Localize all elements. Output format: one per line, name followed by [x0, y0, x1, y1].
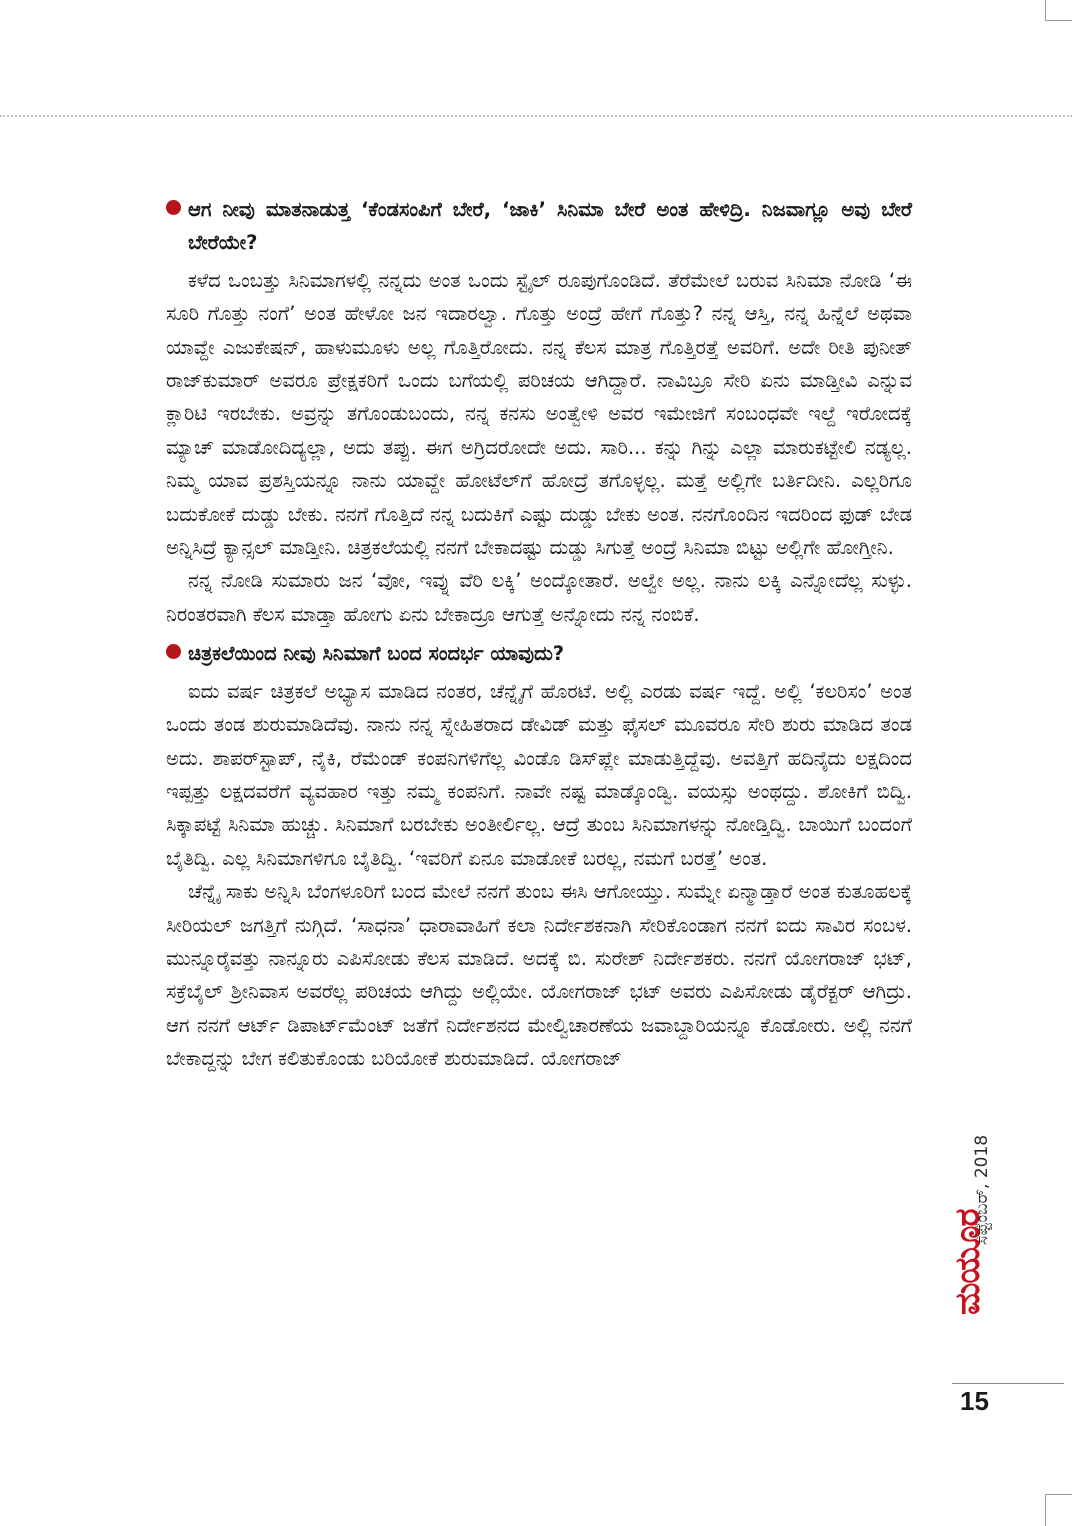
page-number: 15	[960, 1386, 989, 1416]
question-2	[166, 637, 912, 670]
answer-2-paragraph-1: ಐದು ವರ್ಷ ಚಿತ್ರಕಲೆ ಅಭ್ಯಾಸ ಮಾಡಿದ ನಂತರ, ಚೆನ್ನೈಗೆ ಹೊರಟೆ. ಅಲ್ಲಿ ಎರಡು ವರ್ಷ ಇದ್ದೆ. ಅಲ್ಲಿ ‘ಕಲರಿಸಂ’ ಅಂತ ಒಂದು ತಂಡ ಶುರುಮಾಡಿದೆವು. ನಾನು ನನ್ನ ಸ್ನೇಹಿತರಾದ ಡೇವಿಡ್ ಮತ್ತು ಫೈಸಲ್ ಮೂವರೂ ಸೇರಿ ಶುರು ಮಾಡಿದ ತಂಡ ಅದು. ಶಾಪರ್‌ಸ್ಟಾಪ್, ನೈಕಿ, ರೆಮೆಂಡ್ ಕಂಪನಿಗಳಿಗೆಲ್ಲ ವಿಂಡೊ ಡಿಸ್‌ಪ್ಲೇ ಮಾಡುತ್ತಿದ್ದೆವು. ಅವತ್ತಿಗೆ ಹದಿನೈದು ಲಕ್ಷದಿಂದ ಇಪ್ಪತ್ತು ಲಕ್ಷದವರೆಗೆ ವ್ಯವಹಾರ ಇತ್ತು ನಮ್ಮ ಕಂಪನಿಗೆ. ನಾವೇ ನಷ್ಟ ಮಾಡ್ಕೊಂಡ್ವಿ. ವಯಸ್ಸು ಅಂಥದ್ದು. ಶೋಕಿಗೆ ಬಿದ್ವಿ. ಸಿಕ್ಕಾಪಟ್ಟೆ ಸಿನಿಮಾ ಹುಚ್ಚು. ಸಿನಿಮಾಗೆ ಬರಬೇಕು ಅಂತೀರ್ಲಿಲ್ಲ. ಆದ್ರೆ ತುಂಬ ಸಿನಿಮಾಗಳನ್ನು ನೋಡ್ತಿದ್ವಿ. ಬಾಯಿಗೆ ಬಂದಂಗೆ ಬೈತಿದ್ವಿ. ಎಲ್ಲ ಸಿನಿಮಾಗಳಿಗೂ ಬೈತಿದ್ವಿ. ‘ಇವರಿಗೆ ಏನೂ ಮಾಡೋಕೆ ಬರಲ್ಲ, ನಮಗೆ ಬರತ್ತೆ’ ಅಂತ.	[166, 679, 912, 870]
article-body	[166, 193, 912, 1076]
question-2-text: ಚಿತ್ರಕಲೆಯಿಂದ ನೀವು ಸಿನಿಮಾಗೆ ಬಂದ ಸಂದರ್ಭ ಯಾವುದು?	[188, 642, 565, 666]
crop-mark-top-right	[1045, 0, 1072, 21]
answer-1-paragraph-2: ನನ್ನ ನೋಡಿ ಸುಮಾರು ಜನ ‘ವೋ, ಇವ್ನು ವೆರಿ ಲಕ್ಕಿ’ ಅಂದ್ಕೋತಾರೆ. ಅಲ್ವೇ ಅಲ್ಲ. ನಾನು ಲಕ್ಕಿ ಎನ್ನೋದೆಲ್ಲ ಸುಳ್ಳು. ನಿರಂತರವಾಗಿ ಕೆಲಸ ಮಾಡ್ತಾ ಹೋಗು ಏನು ಬೇಕಾದ್ರೂ ಆಗುತ್ತೆ ಅನ್ನೋದು ನನ್ನ ನಂಬಿಕೆ.	[166, 569, 912, 626]
issue-date: ಸೆಪ್ಟೆಂಬರ್, 2018	[972, 1134, 992, 1245]
magazine-logo: ಮಯೂರ	[948, 1209, 988, 1315]
question-1	[166, 193, 912, 260]
folio-rule	[952, 1383, 1064, 1384]
header-dotted-rule	[0, 115, 1072, 117]
red-bullet-icon	[166, 644, 181, 659]
magazine-masthead	[948, 1060, 1018, 1390]
red-bullet-icon	[166, 200, 181, 215]
crop-mark-bottom-right	[1045, 1494, 1072, 1526]
question-1-text: ಆಗ ನೀವು ಮಾತನಾಡುತ್ತ ‘ಕೆಂಡಸಂಪಿಗೆ ಬೇರೆ, ‘ಜಾಕಿ’ ಸಿನಿಮಾ ಬೇರೆ ಅಂತ ಹೇಳಿದ್ರಿ. ನಿಜವಾಗ್ಲೂ ಅವು ಬೇರೆ ಬೇರೆಯೇ?	[188, 198, 912, 255]
answer-2-paragraph-2: ಚೆನ್ನೈ ಸಾಕು ಅನ್ನಿಸಿ ಬೆಂಗಳೂರಿಗೆ ಬಂದ ಮೇಲೆ ನನಗೆ ತುಂಬ ಈಸಿ ಆಗೋಯ್ತು. ಸುಮ್ನೇ ಏನ್ಮಾಡ್ತಾರೆ ಅಂತ ಕುತೂಹಲಕ್ಕೆ ಸೀರಿಯಲ್ ಜಗತ್ತಿಗೆ ನುಗ್ಗಿದೆ. ‘ಸಾಧನಾ’ ಧಾರಾವಾಹಿಗೆ ಕಲಾ ನಿರ್ದೇಶಕನಾಗಿ ಸೇರಿಕೊಂಡಾಗ ನನಗೆ ಐದು ಸಾವಿರ ಸಂಬಳ. ಮುನ್ನೂರೈವತ್ತು ನಾನ್ನೂರು ಎಪಿಸೋಡು ಕೆಲಸ ಮಾಡಿದೆ. ಅದಕ್ಕೆ ಬಿ. ಸುರೇಶ್ ನಿರ್ದೇಶಕರು. ನನಗೆ ಯೋಗರಾಜ್ ಭಟ್, ಸಕ್ರೆಬೈಲ್ ಶ್ರೀನಿವಾಸ ಅವರೆಲ್ಲ ಪರಿಚಯ ಆಗಿದ್ದು ಅಲ್ಲಿಯೇ. ಯೋಗರಾಜ್ ಭಟ್ ಅವರು ಎಪಿಸೋಡು ಡೈರೆಕ್ಟರ್ ಆಗಿದ್ರು. ಆಗ ನನಗೆ ಆರ್ಟ್ ಡಿಪಾರ್ಟ್‌ಮೆಂಟ್ ಜತೆಗೆ ನಿರ್ದೇಶನದ ಮೇಲ್ವಿಚಾರಣೆಯ ಜವಾಬ್ದಾರಿಯನ್ನೂ ಕೊಡೋರು. ಅಲ್ಲಿ ನನಗೆ ಬೇಕಾದ್ದನ್ನು ಬೇಗ ಕಲಿತುಕೊಂಡು ಬರಿಯೋಕೆ ಶುರುಮಾಡಿದೆ. ಯೋಗರಾಜ್	[166, 880, 912, 1071]
answer-1-paragraph-1: ಕಳೆದ ಒಂಬತ್ತು ಸಿನಿಮಾಗಳಲ್ಲಿ ನನ್ನದು ಅಂತ ಒಂದು ಸ್ಟೈಲ್ ರೂಪುಗೊಂಡಿದೆ. ತೆರೆಮೇಲೆ ಬರುವ ಸಿನಿಮಾ ನೋಡಿ ‘ಈ ಸೂರಿ ಗೊತ್ತು ನಂಗೆ’ ಅಂತ ಹೇಳೋ ಜನ ಇದಾರಲ್ವಾ. ಗೊತ್ತು ಅಂದ್ರೆ ಹೇಗೆ ಗೊತ್ತು? ನನ್ನ ಆಸ್ತಿ, ನನ್ನ ಹಿನ್ನೆಲೆ ಅಥವಾ ಯಾವ್ದೇ ಎಜುಕೇಷನ್, ಹಾಳುಮೂಳು ಅಲ್ಲ ಗೊತ್ತಿರೋದು. ನನ್ನ ಕೆಲಸ ಮಾತ್ರ ಗೊತ್ತಿರತ್ತೆ ಅವರಿಗೆ. ಅದೇ ರೀತಿ ಪುನೀತ್ ರಾಜ್‌ಕುಮಾರ್ ಅವರೂ ಪ್ರೇಕ್ಷಕರಿಗೆ ಒಂದು ಬಗೆಯಲ್ಲಿ ಪರಿಚಯ ಆಗಿದ್ದಾರೆ. ನಾವಿಬ್ರೂ ಸೇರಿ ಏನು ಮಾಡ್ತೀವಿ ಎನ್ನುವ ಕ್ಲಾರಿಟಿ ಇರಬೇಕು. ಅವ್ರನ್ನು ತಗೊಂಡುಬಂದು, ನನ್ನ ಕನಸು ಅಂತ್ವೇಳಿ ಅವರ ಇಮೇಜಿಗೆ ಸಂಬಂಧವೇ ಇಲ್ದೆ ಇರೋದಕ್ಕೆ ಮ್ಯಾಚ್ ಮಾಡೋದಿದ್ಯಲ್ಲಾ, ಅದು ತಪ್ಪು. ಈಗ ಅಗ್ರಿದರೋದೇ ಅದು. ಸಾರಿ... ಕನ್ನು ಗಿನ್ನು ಎಲ್ಲಾ ಮಾರುಕಟ್ಟೇಲಿ ನಡ್ಯಲ್ಲ. ನಿಮ್ಮ ಯಾವ ಪ್ರಶಸ್ತಿಯನ್ನೂ ನಾನು ಯಾವ್ದೇ ಹೋಟೆಲ್‌ಗೆ ಹೋದ್ರೆ ತಗೊಳ್ಳಲ್ಲ. ಮತ್ತೆ ಅಲ್ಲಿಗೇ ಬರ್ತಿದೀನಿ. ಎಲ್ಲರಿಗೂ ಬದುಕೋಕೆ ದುಡ್ಡು ಬೇಕು. ನನಗೆ ಗೊತ್ತಿದೆ ನನ್ನ ಬದುಕಿಗೆ ಎಷ್ಟು ದುಡ್ಡು ಬೇಕು ಅಂತ. ನನಗೊಂದಿನ ಇದರಿಂದ ಫುಡ್ ಬೇಡ ಅನ್ನಿಸಿದ್ರೆ ಕ್ಯಾನ್ಸಲ್ ಮಾಡ್ತೀನಿ. ಚಿತ್ರಕಲೆಯಲ್ಲಿ ನನಗೆ ಬೇಕಾದಷ್ಟು ದುಡ್ಡು ಸಿಗುತ್ತೆ ಅಂದ್ರೆ ಸಿನಿಮಾ ಬಿಟ್ಟು ಅಲ್ಲಿಗೇ ಹೋಗ್ತೀನಿ.	[166, 268, 912, 560]
